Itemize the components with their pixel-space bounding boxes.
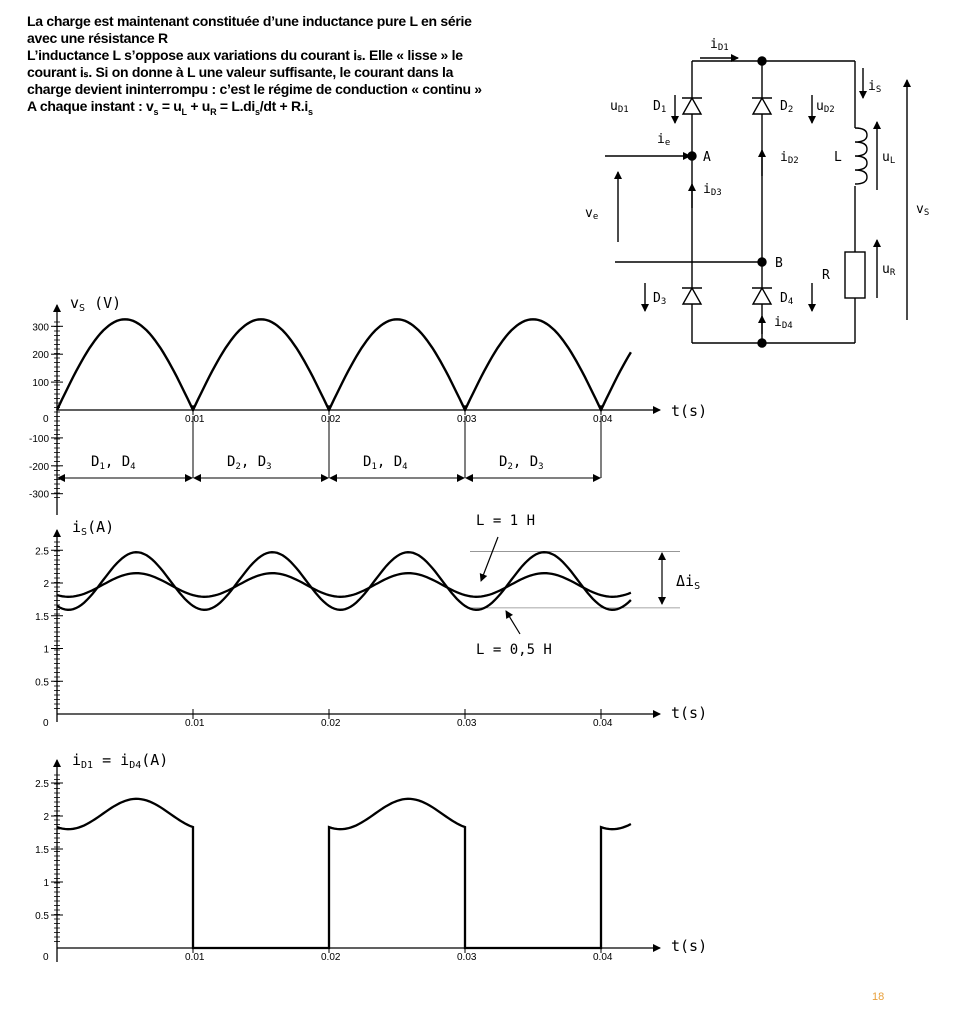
label-node-A: A xyxy=(703,150,711,165)
label-iD4: iD4 xyxy=(774,315,793,331)
chart-id-y-tick-label: 0.5 xyxy=(35,911,49,922)
chart-vs-x-tick-label: 0.04 xyxy=(593,414,613,425)
label-uR: uR xyxy=(882,262,896,278)
label-iS: iS xyxy=(868,79,882,95)
label-iD1: iD1 xyxy=(710,37,729,53)
chart-is-x-tick-label: 0 xyxy=(43,718,49,729)
label-iD2: iD2 xyxy=(780,150,799,166)
chart-id1-id4 xyxy=(35,751,707,963)
chart-is-y-tick-label: 0.5 xyxy=(35,677,49,689)
intro-line-3: L’inductance L s’oppose aux variations du courant iₛ. Elle « lisse » le xyxy=(27,47,463,63)
chart-is-ticks xyxy=(35,542,613,729)
chart-vs-ylabel: $v_S$ (V) xyxy=(70,294,122,314)
label-L: L xyxy=(834,150,842,165)
vs-rectified-sine-curve xyxy=(57,319,631,410)
node-B xyxy=(758,258,766,266)
label-ie: ie xyxy=(657,132,671,148)
chart-vs-x-tick-label: 0.02 xyxy=(321,414,341,425)
label-D3: D3 xyxy=(653,291,667,307)
intro-line-4: courant iₛ. Si on donne à L une valeur suffisante, le courant dans la xyxy=(27,64,454,80)
chart-vs-conduction-intervals xyxy=(58,416,601,478)
chart-vs-y-tick-label: 300 xyxy=(32,322,49,334)
chart-is-x-tick-label: 0.03 xyxy=(457,718,477,729)
annotation-L-05H: L = 0,5 H xyxy=(476,642,552,658)
chart-vs-y-tick-label: 100 xyxy=(32,378,49,390)
label-uL: uL xyxy=(882,150,896,166)
chart-vs-x-tick-label: 0 xyxy=(43,414,49,425)
chart-is-y-tick-label: 2.5 xyxy=(35,546,49,558)
node-A xyxy=(688,152,696,160)
chart-id-x-tick-label: 0.01 xyxy=(185,952,205,963)
chart-vs-x-tick-label: 0.03 xyxy=(457,414,477,425)
chart-is-xlabel: t(s) xyxy=(671,704,708,722)
chart-is-x-tick-label: 0.01 xyxy=(185,718,205,729)
inductor-L xyxy=(855,128,867,184)
label-ve: ve xyxy=(585,206,599,222)
label-uD1: uD1 xyxy=(610,99,629,115)
chart-is-ylabel: $i_S(A)$ xyxy=(72,518,115,538)
chart-id-y-tick-label: 2.5 xyxy=(35,779,49,790)
chart-vs-y-tick-label: -300 xyxy=(28,489,49,501)
chart-vs-curves xyxy=(57,319,631,410)
label-iD3: iD3 xyxy=(703,182,722,198)
chart-is xyxy=(35,513,707,729)
diode-D2 xyxy=(752,98,772,114)
interval-label: $D_2$, $D_3$ xyxy=(227,454,272,472)
label-node-B: B xyxy=(775,256,783,271)
bridge-rectifier-schematic xyxy=(605,57,907,347)
chart-vs-xlabel: t(s) xyxy=(671,402,708,420)
chart-is-axes xyxy=(57,530,660,722)
annotation-delta-is: $\Delta i_S$ xyxy=(676,572,701,592)
chart-id-x-tick-label: 0.03 xyxy=(457,952,477,963)
interval-label: $D_1$, $D_4$ xyxy=(91,454,136,472)
interval-label: $D_1$, $D_4$ xyxy=(363,454,408,472)
chart-id-curves xyxy=(57,799,631,948)
arrow-L-1H xyxy=(481,537,498,581)
chart-id-y-tick-label: 1.5 xyxy=(35,845,49,856)
chart-id-y-tick-label: 1 xyxy=(43,878,49,889)
chart-vs-y-tick-label: -100 xyxy=(28,433,49,445)
label-uD2: uD2 xyxy=(816,99,835,115)
intro-line-6: A chaque instant : $v_s = u_L + u_R = L.di_s/dt + R.i_s$ xyxy=(27,98,313,117)
intro-line-5: charge devient ininterrompu : c’est le régime de conduction « continu » xyxy=(27,81,482,97)
chart-id-x-tick-label: 0 xyxy=(43,952,49,963)
arrow-L-05H xyxy=(506,611,520,634)
intro-line-1: La charge est maintenant constituée d’une inductance pure L en série xyxy=(27,13,472,29)
annotation-L-1H: L = 1 H xyxy=(476,513,536,529)
label-vS: vS xyxy=(916,202,930,218)
is-curve-L-05H xyxy=(57,552,631,610)
id-curve xyxy=(57,799,631,948)
label-D4: D4 xyxy=(780,291,794,307)
chart-id-ylabel: $i_{D1} = i_{D4}(A)$ xyxy=(72,751,169,771)
chart-vs-y-tick-label: -200 xyxy=(28,461,49,473)
chart-id-x-tick-label: 0.02 xyxy=(321,952,341,963)
label-D1: D1 xyxy=(653,99,667,115)
label-D2: D2 xyxy=(780,99,794,115)
chart-vs-y-tick-label: 200 xyxy=(32,350,49,362)
intro-line-2: avec une résistance R xyxy=(27,30,168,46)
chart-vs xyxy=(29,294,707,515)
diode-D3 xyxy=(682,288,702,304)
diode-D1 xyxy=(682,98,702,114)
chart-id-x-tick-label: 0.04 xyxy=(593,952,613,963)
page-number: 18 xyxy=(872,991,885,1003)
chart-is-y-tick-label: 1.5 xyxy=(35,611,49,623)
chart-id-xlabel: t(s) xyxy=(671,937,708,955)
chart-is-x-tick-label: 0.04 xyxy=(593,718,613,729)
node-bottom xyxy=(758,339,766,347)
chart-id-axes xyxy=(57,760,660,962)
chart-is-y-tick-label: 2 xyxy=(43,579,49,590)
is-curve-L-1H xyxy=(57,573,631,597)
chart-is-x-tick-label: 0.02 xyxy=(321,718,341,729)
chart-vs-ticks xyxy=(29,322,613,501)
chart-vs-axes xyxy=(57,305,660,515)
chart-vs-x-tick-label: 0.01 xyxy=(185,414,205,425)
chart-is-y-tick-label: 1 xyxy=(43,644,49,656)
interval-label: $D_2$, $D_3$ xyxy=(499,454,544,472)
node-top xyxy=(758,57,766,65)
chart-is-curves xyxy=(57,552,680,610)
diode-D4 xyxy=(752,288,772,304)
chart-id-y-tick-label: 2 xyxy=(43,812,49,823)
label-R: R xyxy=(822,268,830,283)
resistor-R xyxy=(845,252,865,298)
